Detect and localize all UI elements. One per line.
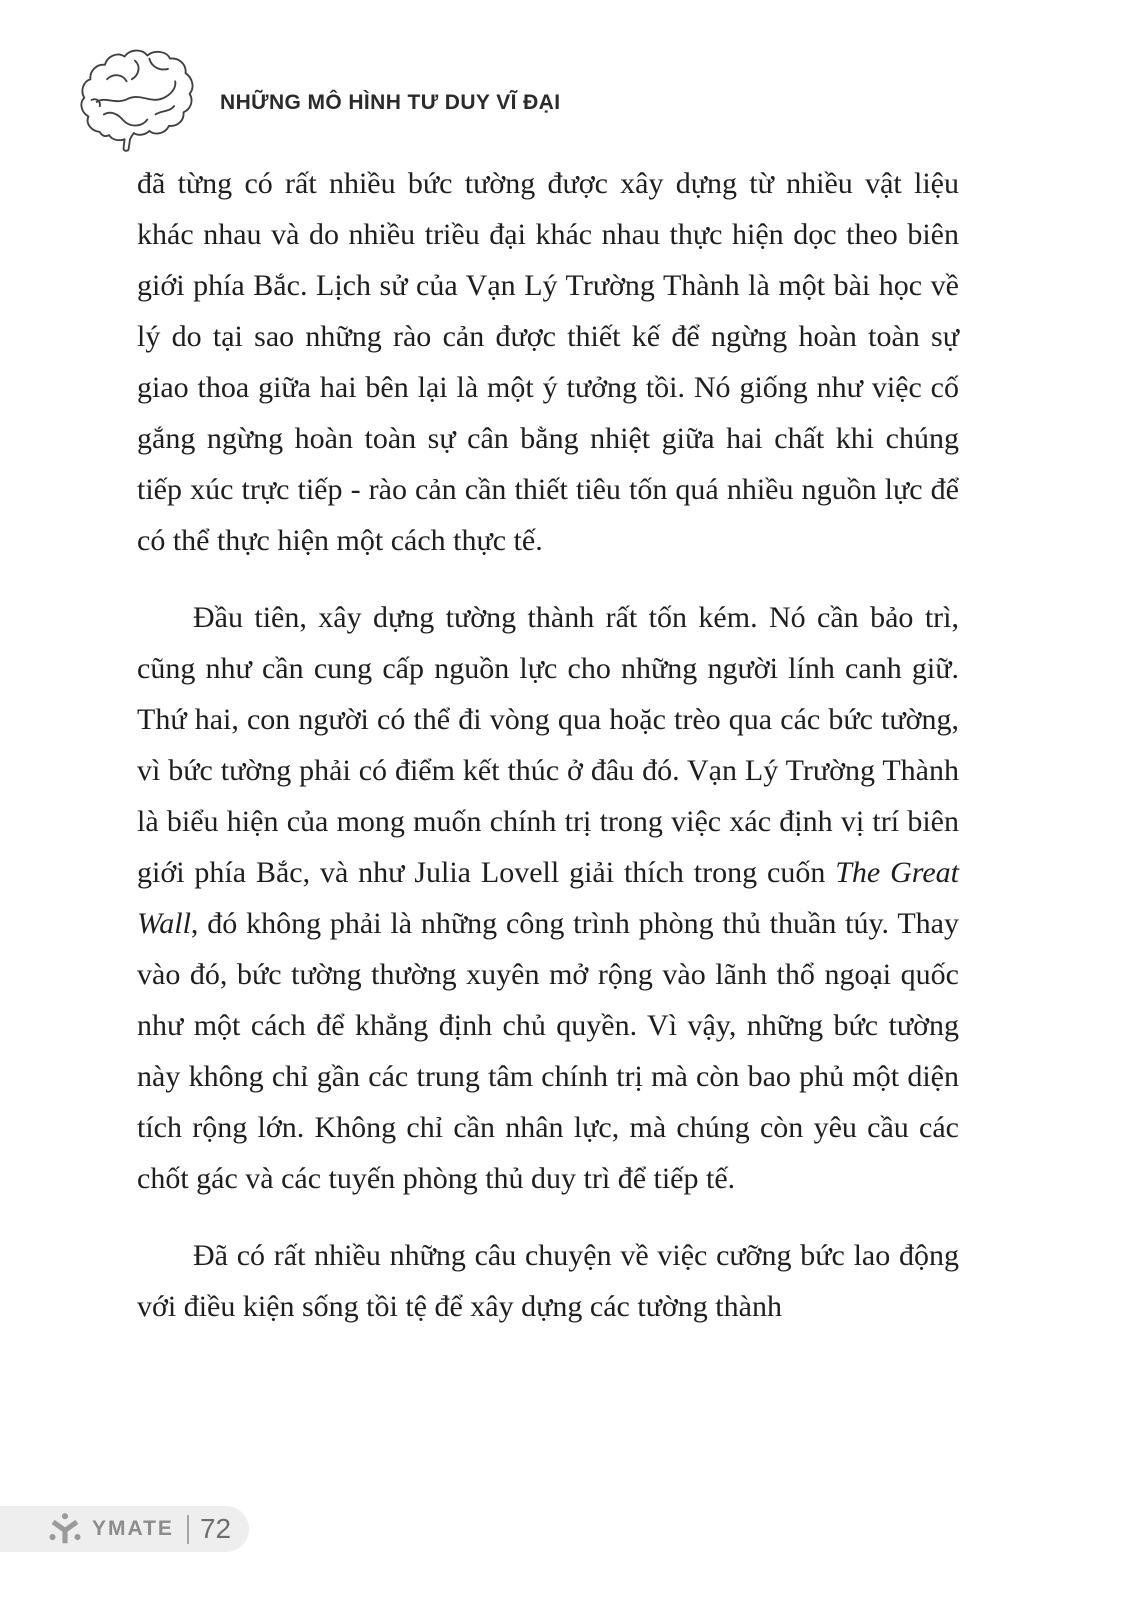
paragraph: Đầu tiên, xây dựng tường thành rất tốn kém. Nó cần bảo trì, cũng như cần cung cấp nguồn lực cho những người lính canh giữ. Thứ hai, con người có thể đi vòng qua hoặc trèo qua các bức tường, vì bức tường phải có điểm kết thúc ở đâu đó. Vạn Lý Trường Thành là biểu hiện của mong muốn chính trị trong việc xác định vị trí biên giới phía Bắc, và như Julia Lovell giải thích trong cuốn The Great Wall, đó không phải là những công trình phòng thủ thuần túy. Thay vào đó, bức tường thường xuyên mở rộng vào lãnh thổ ngoại quốc như một cách để khẳng định chủ quyền. Vì vậy, những bức tường này không chỉ gần các trung tâm chính trị mà còn bao phủ một diện tích rộng lớn. Không chỉ cần nhân lực, mà chúng còn yêu cầu các chốt gác và các tuyến phòng thủ duy trì để tiếp tế. (137, 601, 959, 1195)
body-text (137, 158, 959, 1332)
paragraph: đã từng có rất nhiều bức tường được xây dựng từ nhiều vật liệu khác nhau và do nhiều triều đại khác nhau thực hiện dọc theo biên giới phía Bắc. Lịch sử của Vạn Lý Trường Thành là một bài học về lý do tại sao những rào cản được thiết kế để ngừng hoàn toàn sự giao thoa giữa hai bên lại là một ý tưởng tồi. Nó giống như việc cố gắng ngừng hoàn toàn sự cân bằng nhiệt giữa hai chất khi chúng tiếp xúc trực tiếp - rào cản cần thiết tiêu tốn quá nhiều nguồn lực để có thể thực hiện một cách thực tế. (137, 167, 959, 557)
footer-divider (187, 1515, 189, 1544)
page-number: 72 (199, 1513, 232, 1544)
ymate-logo-icon (47, 1511, 83, 1547)
footer-brand: YMATE (92, 1517, 174, 1540)
brain-icon (76, 46, 200, 158)
book-title-italic: The Great Wall (137, 856, 959, 940)
paragraph: Đã có rất nhiều những câu chuyện về việc cưỡng bức lao động với điều kiện sống tồi tệ để xây dựng các tường thành (137, 1239, 959, 1323)
page-title: NHỮNG MÔ HÌNH TƯ DUY VĨ ĐẠI (220, 91, 561, 114)
footer-pill (0, 1506, 249, 1552)
